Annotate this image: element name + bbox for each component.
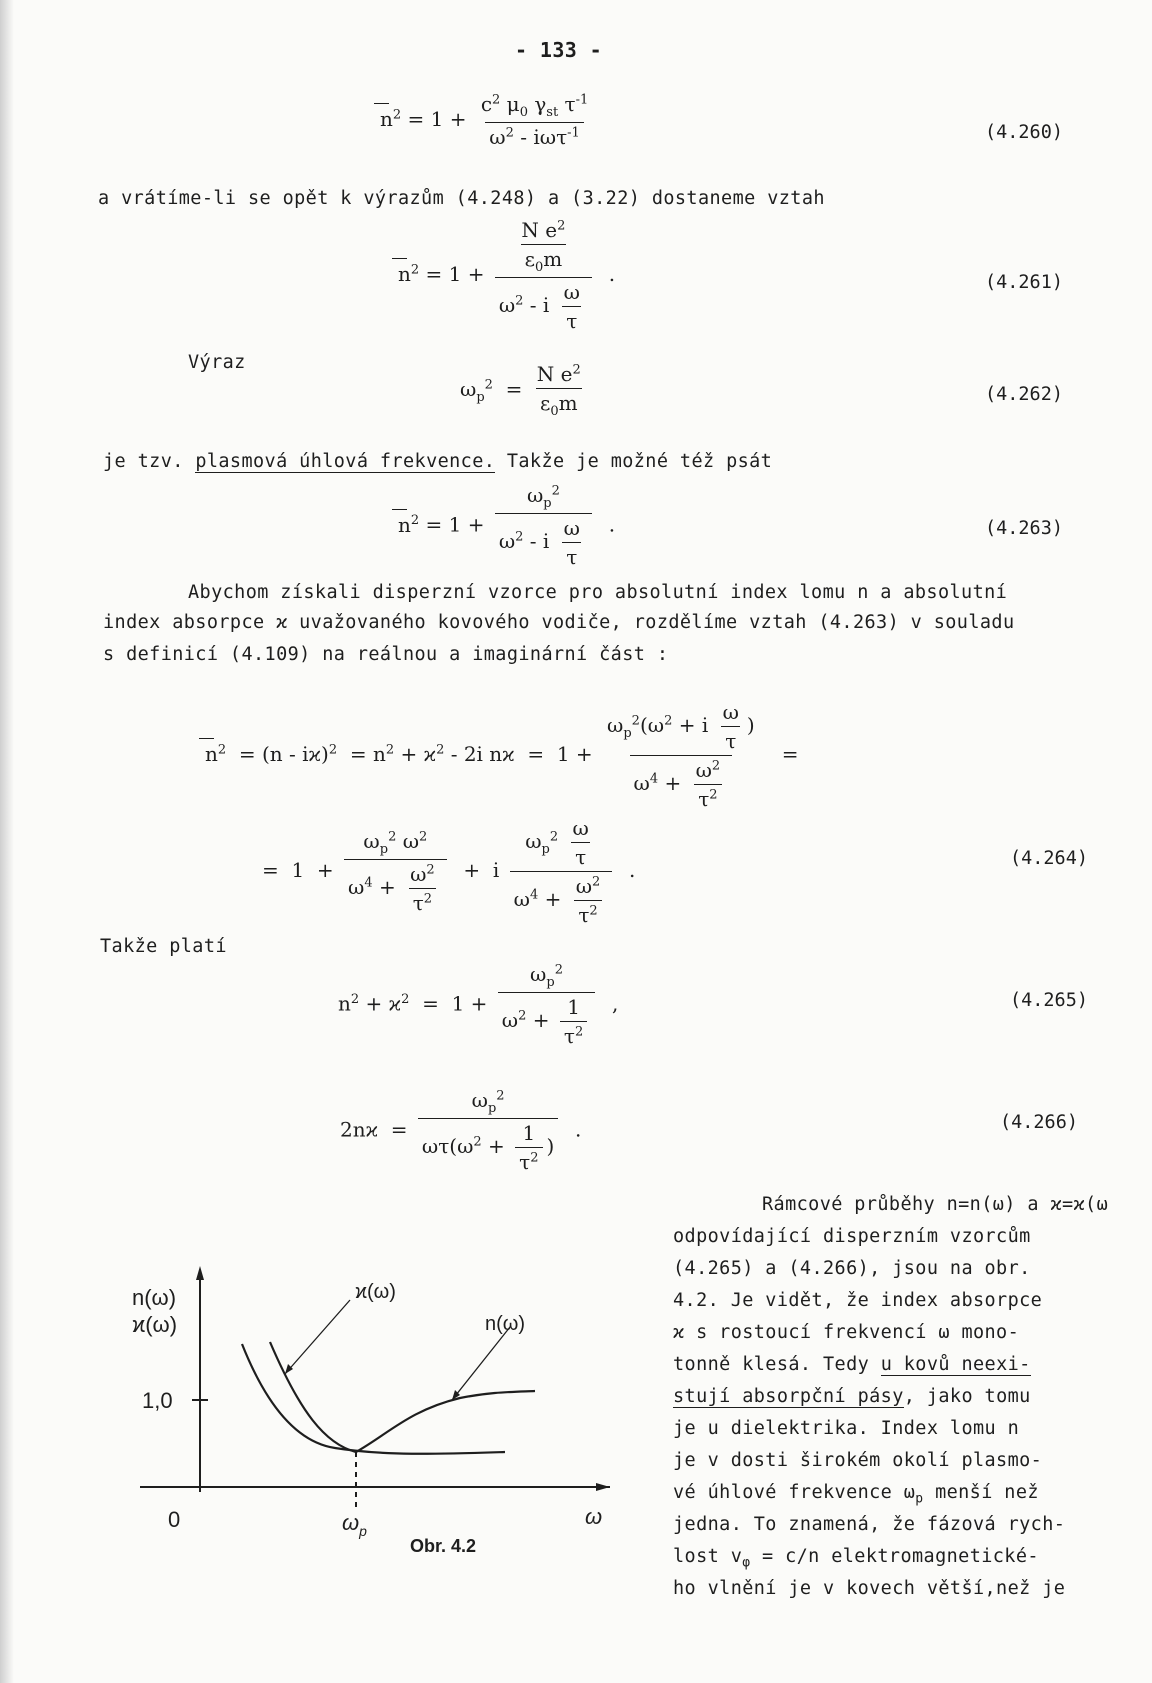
side-text-line-6: tonně klesá. Tedy u kovů neexi- (673, 1354, 1031, 1375)
side-text-line-5: ϰ s rostoucí frekvencí ω mono- (673, 1322, 1020, 1343)
equation-4-261: $n^2 = 1$ + $\frac{N e^2}{\varepsilon_0m}$ $\omega^2$ - i $\frac{\omega}{\tau}$ . (398, 218, 616, 333)
paragraph-1-line-3: s definicí (4.109) na reálnou a imaginární část : (103, 644, 669, 665)
eq-number-4-263: (4.263) (985, 518, 1063, 539)
side-text-line-10: vé úhlové frekvence $\omega_p$ menší než (673, 1482, 1039, 1507)
side-text-line-9: je v dosti širokém okolí plasmo- (673, 1450, 1043, 1471)
n-curve (270, 1342, 535, 1452)
equation-4-264-line-1: $n^2 = (n - iϰ)^2 = n^2 + ϰ^2 - 2i$ nϰ = 1 + $\omega_p^2(\omega^2 + i$ $\frac{\omega}{\tau}$ ) $\omega^4$ + $\frac{\omega^2}{\tau^2}$ = (205, 700, 799, 811)
text-vyraz: Výraz (188, 352, 246, 373)
figure-caption: Obr. 4.2 (410, 1536, 477, 1556)
equation-4-266: 2nϰ = $\omega_p^2$ $\omega\tau(\omega^2$ + $\frac{1}{\tau^2}$ ) . (340, 1088, 582, 1174)
side-text-line-13: ho vlnění je v kovech větší,než je (673, 1578, 1066, 1599)
curve-label-kappa: ϰ(ω) (355, 1281, 396, 1303)
page-spine-shadow (0, 0, 14, 1683)
kappa-curve (242, 1344, 505, 1454)
text-line-1: a vrátíme-li se opět k výrazům (4.248) a (3.22) dostaneme vztah (98, 188, 825, 209)
equation-4-265: $n^2 + ϰ^2 = 1$ + $\omega_p^2$ $\omega^2$ + $\frac{1}{\tau^2}$ , (338, 962, 619, 1048)
curve-label-n: n(ω) (485, 1313, 526, 1335)
side-text-line-12: lost $v_\varphi = c/n$ elektromagnetické- (673, 1546, 1039, 1571)
y-label-kappa: ϰ(ω) (132, 1312, 178, 1337)
page-number: - 133 - (515, 38, 603, 62)
y-axis-arrow (196, 1266, 204, 1280)
eq-number-4-266: (4.266) (1000, 1112, 1078, 1133)
equation-4-263: $n^2 = 1$ + $\omega_p^2$ $\omega^2$ - i $\frac{\omega}{\tau}$ . (398, 483, 616, 569)
paragraph-1-line-1: Abychom získali disperzní vzorce pro absolutní index lomu n a absolutní (188, 582, 1008, 603)
equation-4-260: $n^2 = 1$ + $\frac{c^2 \mu_0 \gamma_{st} \tau^{-1}}{\omega^2 - i\omega\tau^{-1}}$ (380, 92, 589, 149)
eq-number-4-261: (4.261) (985, 272, 1063, 293)
y-tick-label: 1,0 (142, 1388, 173, 1413)
paragraph-1-line-2: index absorpce ϰ uvažovaného kovového vodiče, rozdělíme vztah (4.263) v souladu (103, 612, 1015, 633)
side-text-line-2: odpovídající disperzním vzorcům (673, 1226, 1031, 1247)
side-text-line-8: je u dielektrika. Index lomu n (673, 1418, 1020, 1439)
eq-number-4-262: (4.262) (985, 384, 1063, 405)
side-text-line-1: Rámcové průběhy n=n(ω) a ϰ=ϰ(ω (762, 1194, 1109, 1215)
equation-4-264-line-2: = 1 + $\omega_p^2$ $\omega^2$ $\omega^4$ + $\frac{\omega^2}{\tau^2}$ + i $\omega_p^2$ $\frac{\omega}{\tau}$ $\omega^4$ + $\frac{\omega^2}{\tau^2}$ . (262, 816, 636, 927)
kappa-label-pointer (285, 1300, 350, 1374)
side-text-line-3: (4.265) a (4.266), jsou na obr. (673, 1258, 1031, 1279)
equation-4-262: $\omega_p^2$ = $\frac{N e^2}{\varepsilon_0m}$ (460, 362, 581, 419)
figure-4-2 (120, 1262, 640, 1582)
term-plasma-frequency: plasmová úhlová frekvence. (195, 451, 496, 472)
eq-number-4-265: (4.265) (1010, 990, 1088, 1011)
text-takze-plati: Takže platí (100, 936, 227, 957)
side-text-line-11: jedna. To znamená, že fázová rych- (673, 1514, 1066, 1535)
eq-number-4-260: (4.260) (985, 122, 1063, 143)
x-axis-arrow (596, 1483, 610, 1491)
side-text-line-4: 4.2. Je vidět, že index absorpce (673, 1290, 1043, 1311)
eq-number-4-264: (4.264) (1010, 848, 1088, 869)
y-label-n: n(ω) (132, 1285, 177, 1310)
origin-label: 0 (168, 1507, 181, 1532)
side-text-line-7: stují absorpční pásy, jako tomu (673, 1386, 1031, 1407)
x-tick-omega-p: $\omega_p$ (342, 1510, 367, 1539)
x-axis-label: ω (585, 1504, 603, 1529)
n-label-pointer (452, 1327, 510, 1400)
text-line-3: je tzv. plasmová úhlová frekvence. Takže je možné též psát (103, 451, 773, 472)
